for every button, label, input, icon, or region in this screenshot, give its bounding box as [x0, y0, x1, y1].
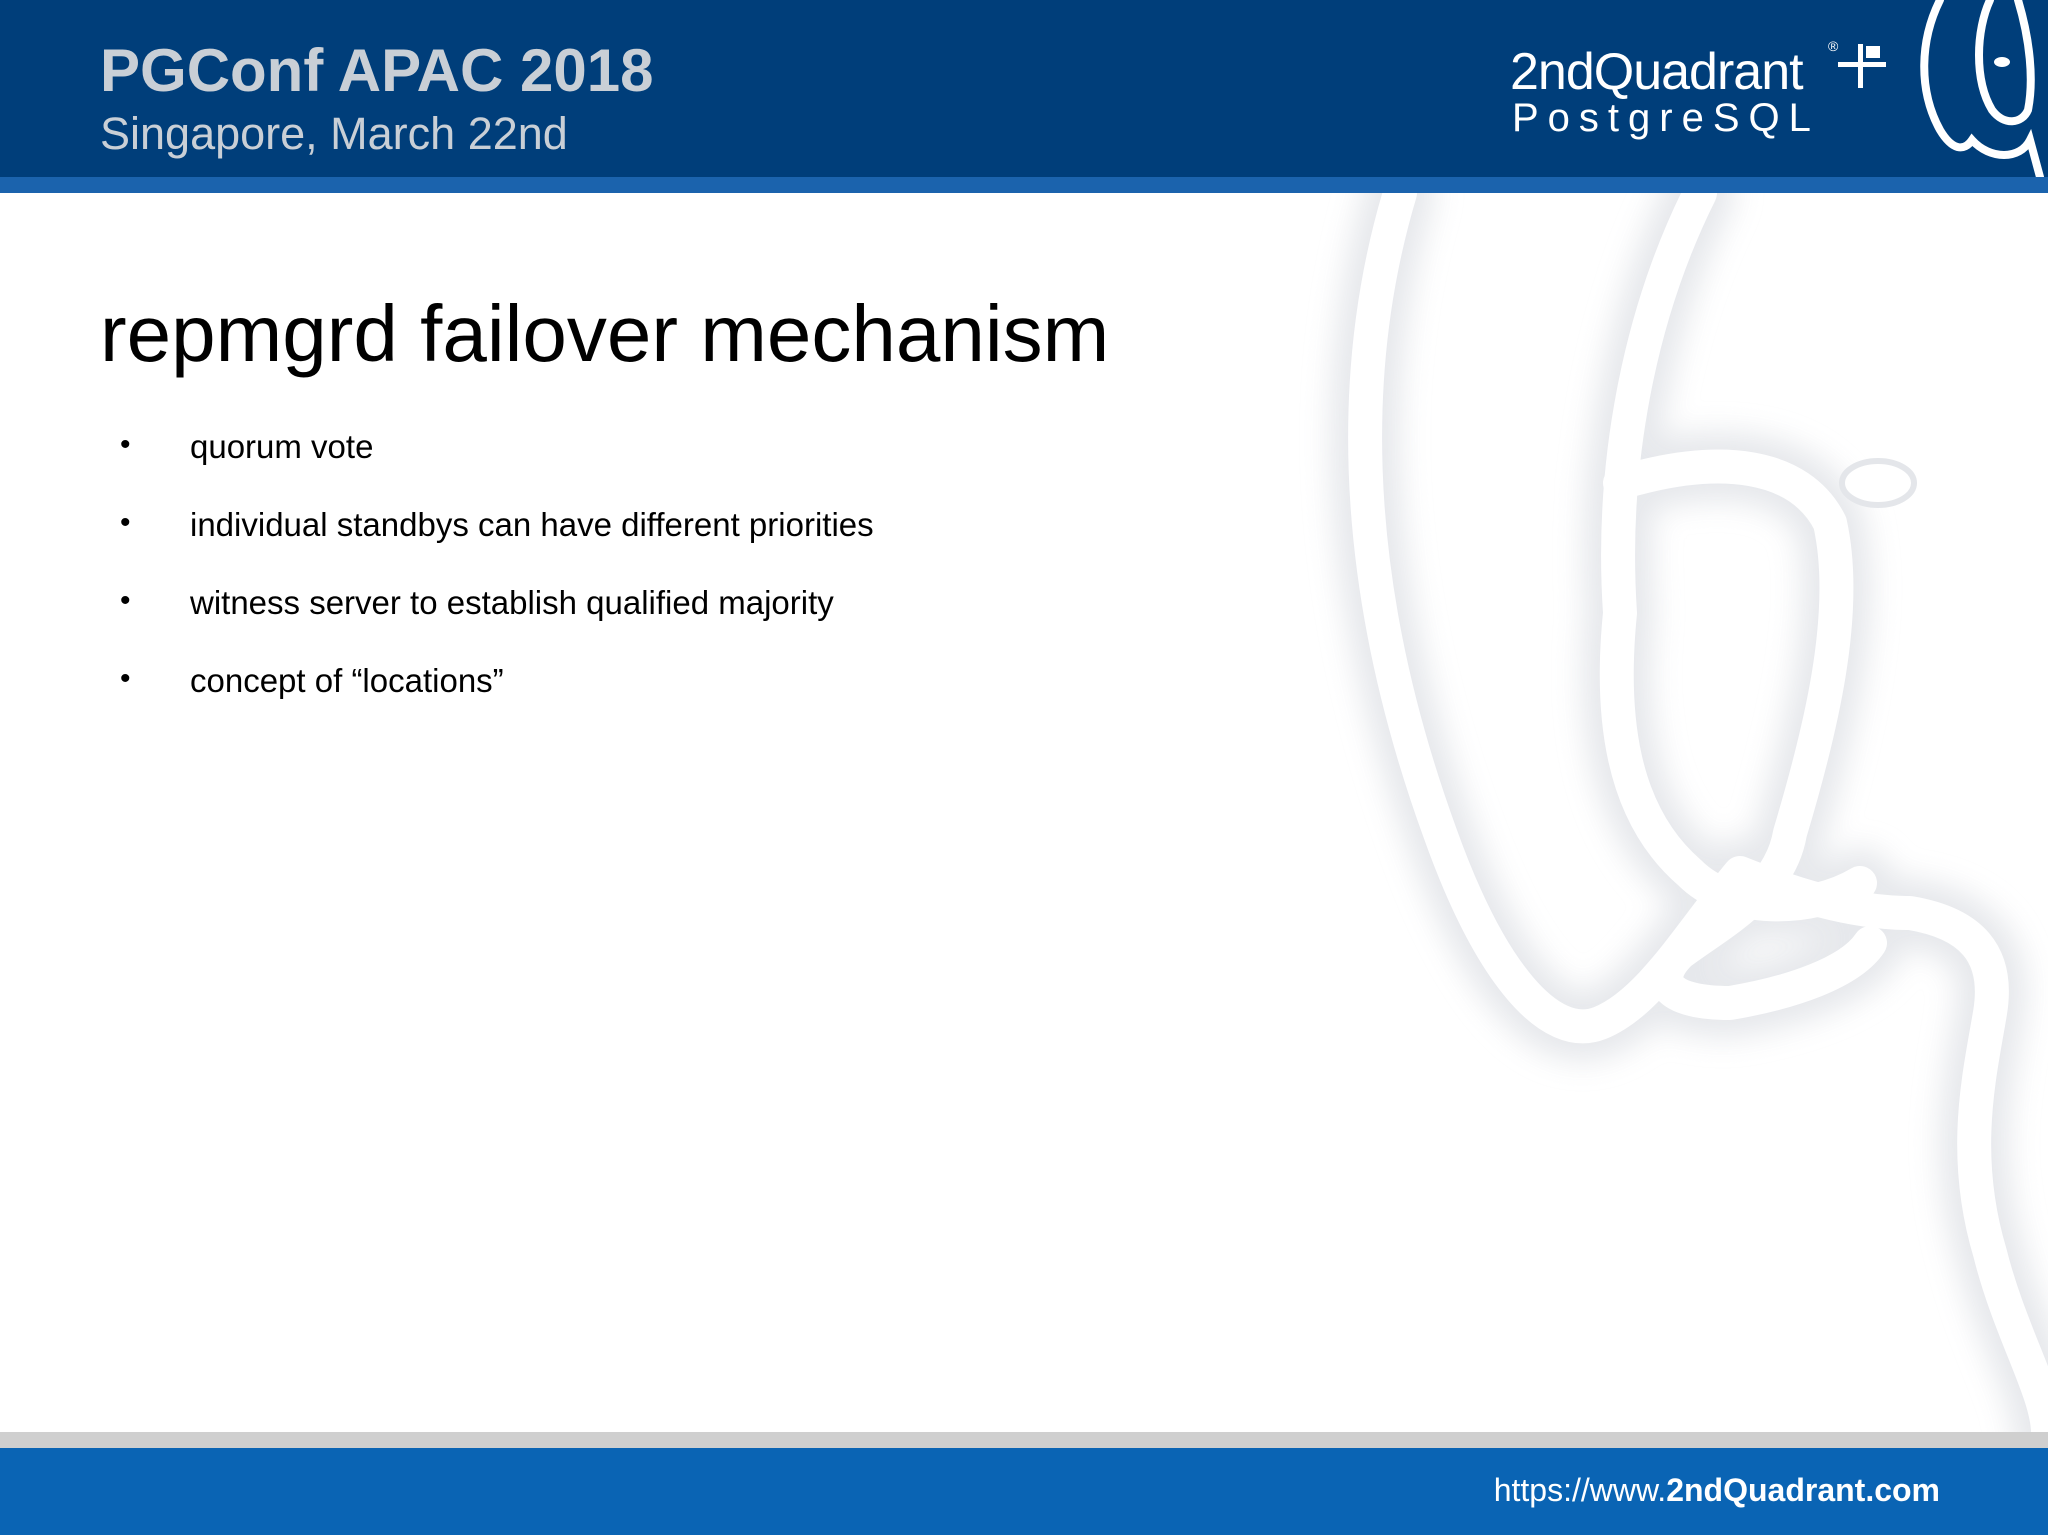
bullet-text: quorum vote [190, 428, 374, 465]
slide-title: repmgrd failover mechanism [100, 289, 1110, 378]
bullet-icon: • [120, 584, 131, 617]
footer-url[interactable] [1494, 1472, 1940, 1509]
bullet-text: concept of “locations” [190, 662, 504, 699]
footer-url-domain: 2ndQuadrant.com [1666, 1472, 1940, 1508]
postgresql-elephant-icon [1900, 0, 2048, 177]
bullet-icon: • [120, 428, 131, 461]
footer-divider [0, 1432, 2048, 1448]
bullet-text: individual standbys can have different priorities [190, 506, 874, 543]
conference-subtitle: Singapore, March 22nd [100, 108, 568, 159]
plus-mark-icon [1836, 40, 1888, 92]
registered-mark: ® [1828, 38, 1839, 54]
conference-title: PGConf APAC 2018 [100, 37, 654, 104]
brand-name: 2ndQuadrant [1510, 43, 1803, 101]
footer-url-prefix: https://www. [1493, 1472, 1667, 1508]
bullet-icon: • [120, 662, 131, 695]
elephant-watermark [1270, 193, 2048, 1433]
header-stripe [0, 177, 2048, 193]
bullet-icon: • [120, 506, 131, 539]
brand-subtitle: PostgreSQL [1512, 96, 1820, 140]
bullet-text: witness server to establish qualified majority [190, 584, 834, 621]
